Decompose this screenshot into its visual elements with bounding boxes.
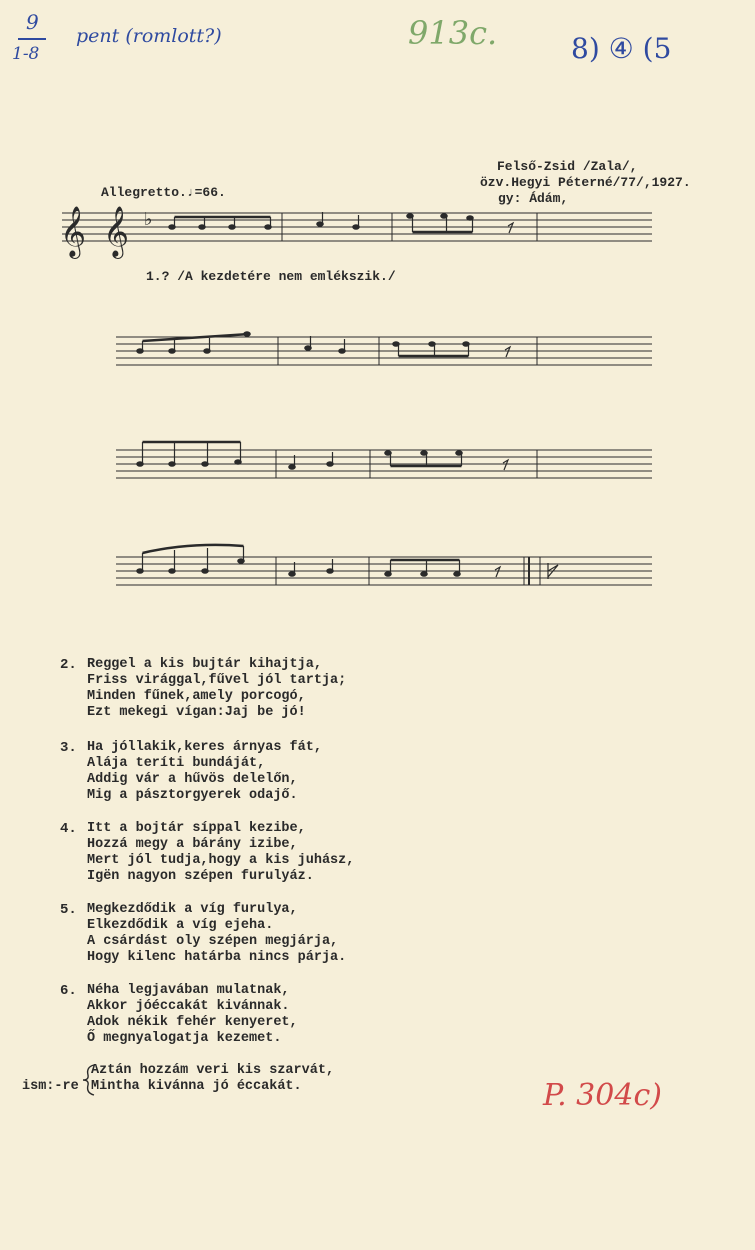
fraction-denominator: 1-8 <box>12 44 40 64</box>
svg-text:𝄞: 𝄞 <box>60 206 87 257</box>
verse-line: Mig a pásztorgyerek odajő. <box>87 788 298 803</box>
verse-line: Reggel a kis bujtár kihajtja, <box>87 657 322 672</box>
verse-line: Néha legjavában mulatnak, <box>87 983 290 998</box>
first-verse-note: 1.? /A kezdetére nem emlékszik./ <box>146 269 396 284</box>
verse-line: Adok nékik fehér kenyeret, <box>87 1015 298 1030</box>
verse-line: Ha jóllakik,keres árnyas fát, <box>87 740 322 755</box>
header-collector: gy: Ádám, <box>498 191 569 206</box>
music-staff-4 <box>0 540 755 590</box>
svg-text:♭: ♭ <box>144 209 153 230</box>
music-staff-1 <box>0 205 755 265</box>
verse-number: 4. <box>60 821 77 837</box>
verse-line: A csárdást oly szépen megjárja, <box>87 934 339 949</box>
verse-line: Minden fűnek,amely porcogó, <box>87 689 306 704</box>
pencil-note: pent (romlott?) <box>76 25 222 47</box>
verse-line: Alája teríti bundáját, <box>87 756 266 771</box>
verse-line: Elkezdődik a víg ejeha. <box>87 918 274 933</box>
svg-text:𝄞: 𝄞 <box>103 206 130 257</box>
refrain-line: Aztán hozzám veri kis szarvát, <box>91 1063 335 1078</box>
tempo-marking: Allegretto.♩=66. <box>101 185 226 200</box>
header-singer: özv.Hegyi Péterné/77/,1927. <box>480 175 691 190</box>
fraction-numerator: 9 <box>26 10 39 34</box>
verse-line: Ő megnyalogatja kezemet. <box>87 1031 282 1046</box>
verse-number: 2. <box>60 657 77 673</box>
verse-line: Hogy kilenc határba nincs párja. <box>87 950 347 965</box>
music-staff-2 <box>0 325 755 375</box>
verse-number: 3. <box>60 740 77 756</box>
red-reference: P. 304c) <box>543 1078 662 1113</box>
verse-line: Akkor jóéccakát kivánnak. <box>87 999 290 1014</box>
verse-line: Itt a bojtár síppal kezibe, <box>87 821 306 836</box>
catalog-number: 913c. <box>408 14 498 52</box>
verse-line: Megkezdődik a víg furulya, <box>87 902 298 917</box>
verse-line: Igën nagyon szépen furulyáz. <box>87 869 314 884</box>
header-place: Felső-Zsid /Zala/, <box>497 159 638 174</box>
refrain-line: Mintha kivánna jó éccakát. <box>91 1079 302 1094</box>
verse-line: Addig vár a hűvös delelőn, <box>87 772 298 787</box>
verse-line: Ezt mekegi vígan:Jaj be jó! <box>87 705 306 720</box>
refrain-prefix: ism:-re <box>22 1079 79 1094</box>
circled-numbers: 8) ④ (5 <box>571 32 672 65</box>
music-staff-3 <box>0 438 755 488</box>
verse-number: 5. <box>60 902 77 918</box>
verse-line: Friss virággal,fűvel jól tartja; <box>87 673 347 688</box>
fraction-bar <box>18 38 46 40</box>
verse-line: Hozzá megy a bárány izibe, <box>87 837 298 852</box>
verse-line: Mert jól tudja,hogy a kis juhász, <box>87 853 355 868</box>
verse-number: 6. <box>60 983 77 999</box>
